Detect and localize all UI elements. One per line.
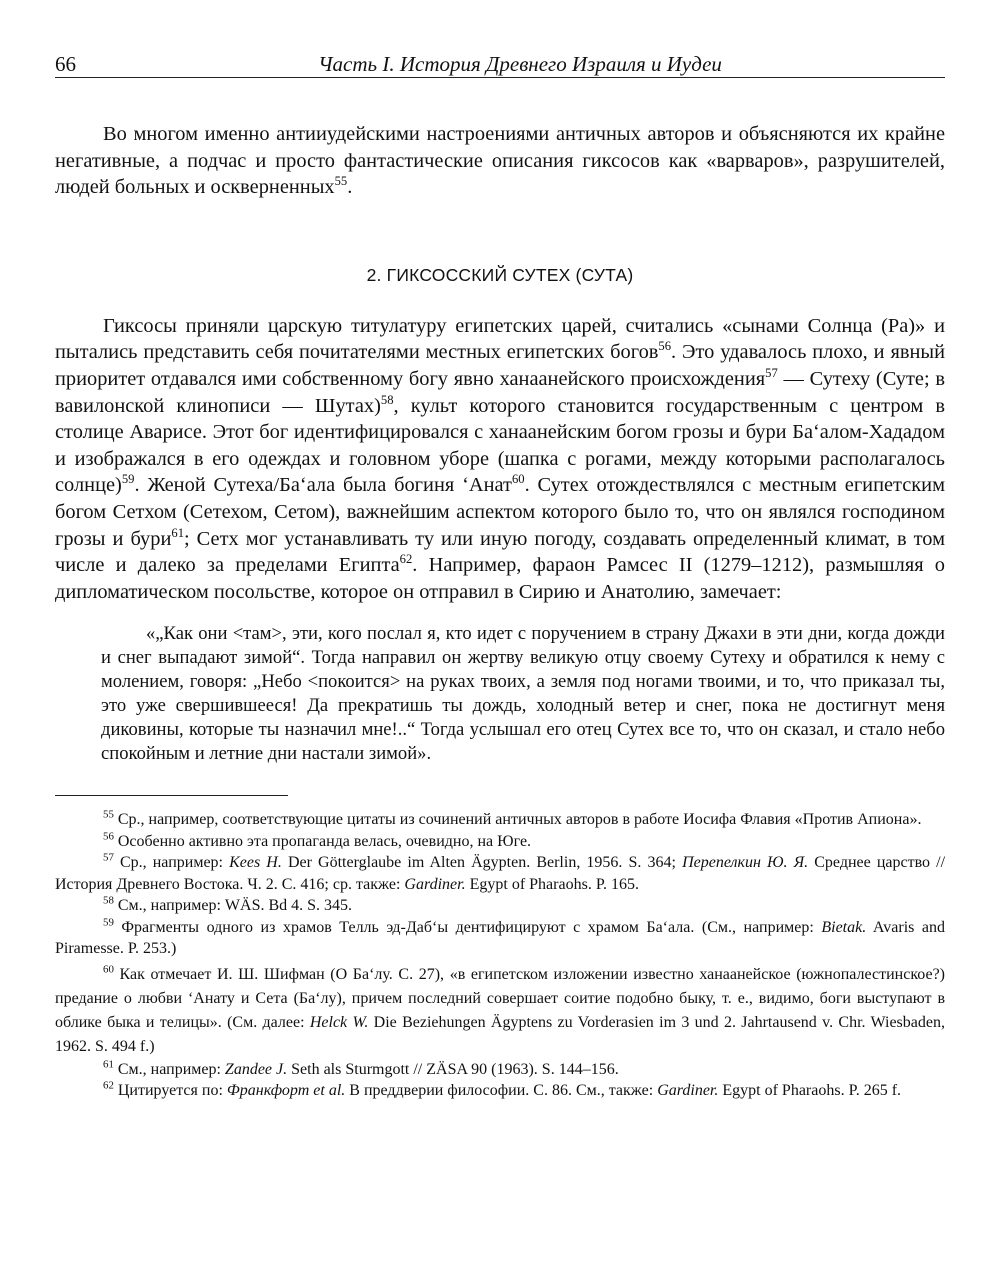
footnote-number: 58 [103,894,114,907]
text-run: Особенно активно эта пропаганда велась, очевидно, на Юге. [113,832,532,850]
footnote-55 [55,809,945,831]
text-run: См., например: WÄS. Bd 4. S. 345. [113,897,353,915]
running-title: Часть I. История Древнего Израиля и Иудеи [318,52,722,76]
text-run: Seth als Sturmgott // ZÄSA 90 (1963). S. 144–156. [287,1060,619,1078]
footnote-number: 62 [103,1079,114,1092]
text-run: . Например, фараон Рамсес II (1279–1212), размышляя о дипломатическом посольстве, которое он отправил в Сирию и Анатолию, замечает: [55,554,945,603]
footnote-ref-55[interactable]: 55 [334,174,348,189]
footnote-59 [55,917,945,960]
footnote-62 [55,1080,945,1102]
text-run: Как отмечает И. Ш. Шифман (О Ба‘лу. С. 27), «в египетском изложении известно ханаанейское (южнопалестинское?) предание о любви ‘Анату и Сета (Ба‘лу), причем последний совершает соитие подобно быку, т. е., видимо, боги выступают в облике быка и телицы». (См. далее: [55,965,945,1031]
page-number: 66 [55,52,76,76]
page-header [55,50,945,78]
author-italic: Перепелкин Ю. Я. [682,854,809,872]
text-run: . Это удавалось плохо, и явный приоритет отдавался ими собственному богу явно ханаанейского происхождения [55,341,945,390]
author-italic: Kees H. [229,854,282,872]
text-run: . Сутех отождествлялся с местным египетским богом Сетхом (Сетехом, Сетом), важнейшим аспектом которого было то, что он являлся господином грозы и бури [55,474,945,550]
text-run: Ср., например: [113,854,230,872]
footnote-ref-59[interactable]: 59 [121,472,135,487]
quote-text: «„Как они <там>, эти, кого послал я, кто идет с поручением в страну Джахи в эти дни, когда дожди и снег выпадают зимой“. Тогда направил он жертву великую отцу своему Сутеху и обратился к нему с молением, говоря: „Небо <покоится> на руках твоих, а земля под ногами твоими, и то, что приказал ты, это уже свершившееся! Да прекратишь ты дождь, холодный ветер и снег, пока не достигнут меня диковины, которые ты назначил мне!..“ Тогда услышал его отец Сутех все то, что он сказал, и стало небо спокойным и летние дни настали зимой». [101,623,945,765]
footnote-ref-60[interactable]: 60 [511,472,525,487]
block-quote [101,622,945,766]
footnote-56 [55,831,945,853]
footnote-ref-62[interactable]: 62 [399,552,413,567]
author-italic: Gardiner. [404,875,466,893]
footnote-60 [55,963,945,1059]
text-run: Der Götterglaube im Alten Ägypten. Berlin, 1956. S. 364; [281,854,683,872]
text-run: ; Сетх мог устанавливать ту или иную погоду, создавать определенный климат, в том числе и далеко за пределами Египта [55,527,945,577]
footnote-number: 59 [103,916,114,929]
text-run: — Сутеху (Суте; в вавилонской клинописи — Шутах) [55,367,945,417]
footnote-number: 56 [103,830,114,843]
text-run: Фрагменты одного из храмов Телль эд-Даб‘ы дентифицируют с храмом Ба‘ала. (См., например: [113,918,822,936]
footnote-ref-56[interactable]: 56 [658,339,672,354]
footnote-number: 61 [103,1058,114,1071]
text-run: В преддверии философии. С. 86. См., также: [345,1082,658,1100]
footnote-57 [55,852,945,895]
text-run: Avaris and Piramesse. P. 253.) [55,918,946,958]
book-page [55,50,945,1102]
text-run: . [347,176,353,199]
text-run: Die Beziehungen Ägyptens zu Vorderasien im 3 und 2. Jahrtausend v. Chr. Wiesbaden, 1962. S. 494 f.) [55,1013,945,1055]
text-run: Ср., например, соответствующие цитаты из сочинений античных авторов в работе Иосифа Флавия «Против Апиона». [113,811,922,829]
paragraph-main [55,313,945,606]
section-title: 2. ГИКСОССКИЙ СУТЕХ (СУТА) [366,264,634,285]
footnote-separator [55,795,288,796]
footnotes [55,809,945,1102]
paragraph-intro [55,121,945,201]
footnote-58 [55,895,945,917]
text-run: См., например: [113,1060,225,1078]
text-run: . Женой Сутеха/Ба‘ала была богиня ‘Анат [134,474,512,497]
footnote-number: 55 [103,808,114,821]
text-run: Egypt of Pharaohs. P. 165. [465,875,639,893]
author-italic: Bietak. [821,918,867,936]
footnote-61 [55,1059,945,1081]
footnote-ref-58[interactable]: 58 [380,392,394,407]
text-run: Egypt of Pharaohs. P. 265 f. [718,1082,902,1100]
author-italic: Франкфорт et al. [226,1082,346,1100]
footnote-number: 57 [103,851,114,864]
author-italic: Gardiner. [657,1082,719,1100]
author-italic: Helck W. [309,1013,369,1031]
footnote-ref-57[interactable]: 57 [765,366,778,381]
footnote-number: 60 [103,963,114,976]
text-run: Гиксосы приняли царскую титулатуру египетских царей, считались «сынами Солнца (Ра)» и пытались представить себя почитателями местных египетских богов [55,314,945,364]
author-italic: Zandee J. [224,1060,288,1078]
text-run: Во многом именно антииудейскими настроениями античных авторов и объясняются их крайне негативные, а подчас и просто фантастические описания гиксосов как «варваров», разрушителей, людей больных и оскверненных [55,123,945,199]
text-run: , культ которого становится государственным с центром в столице Аварисе. Этот бог идентифицировался с ханаанейским богом грозы и бури Ба‘алом-Хададом и изображался в его одеждах и головном уборе (шапка с рогами, между которыми располагалось солнце) [55,394,945,497]
text-run: Цитируется по: [113,1082,227,1100]
text-run: Среднее царство // История Древнего Востока. Ч. 2. С. 416; ср. также: [55,854,946,893]
footnote-ref-61[interactable]: 61 [171,525,184,540]
